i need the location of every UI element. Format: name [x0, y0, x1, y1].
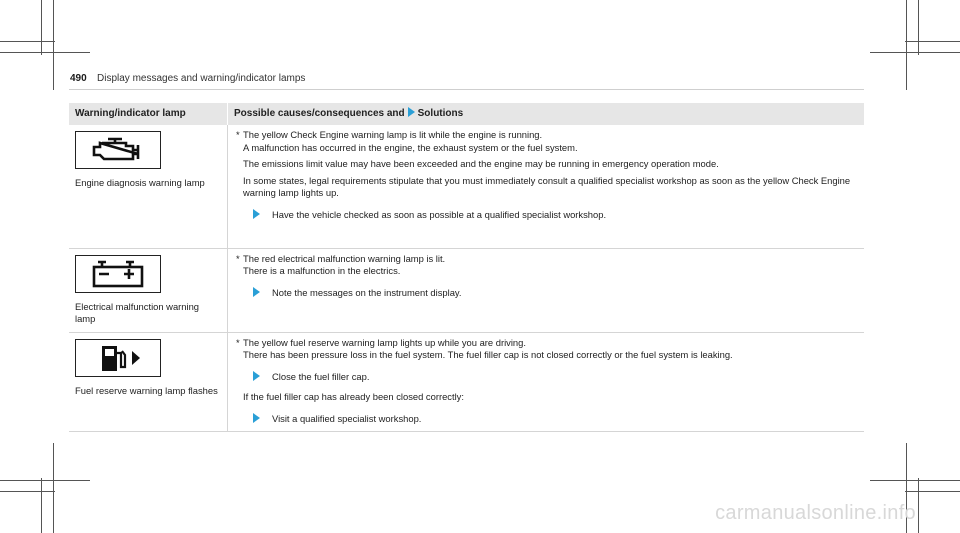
watermark: carmanualsonline.info	[715, 502, 916, 524]
crop-mark	[905, 491, 960, 492]
step-arrow-icon	[253, 371, 260, 381]
causes-cell	[228, 248, 865, 332]
solution-text: Note the messages on the instrument display.	[272, 286, 462, 298]
crop-mark	[0, 52, 90, 53]
running-head: Display messages and warning/indicator lamps	[97, 73, 306, 84]
step-arrow-icon	[253, 413, 260, 423]
cause-line	[236, 253, 858, 266]
cause-paragraph: If the fuel filler cap has already been closed correctly:	[243, 391, 464, 402]
solution-text: Close the fuel filler cap.	[272, 370, 370, 382]
crop-mark	[870, 480, 960, 481]
lamp-name: Fuel reserve warning lamp flashes	[75, 384, 218, 396]
cause-text: The yellow Check Engine warning lamp is lit while the engine is running.	[243, 129, 543, 140]
step-arrow-icon	[253, 209, 260, 219]
lamp-cell	[69, 332, 228, 432]
lamp-cell	[69, 125, 228, 248]
table-row	[69, 332, 864, 432]
asterisk-bullet: *	[236, 336, 240, 348]
cause-line: A malfunction has occurred in the engine, the exhaust system or the fuel system.	[243, 141, 578, 153]
crop-mark	[905, 41, 960, 42]
solution-text: Visit a qualified specialist workshop.	[272, 412, 422, 424]
crop-mark	[41, 478, 42, 533]
crop-mark	[918, 478, 919, 533]
column-header-lamp: Warning/indicator lamp	[69, 103, 228, 125]
table-header-row	[69, 103, 864, 125]
lamp-name: Electrical malfunction warning lamp	[75, 300, 200, 324]
cause-line	[236, 129, 858, 142]
solution-text: Have the vehicle checked as soon as possible at a qualified specialist workshop.	[272, 208, 607, 220]
crop-mark	[0, 41, 55, 42]
crop-mark	[53, 0, 54, 90]
cause-line: There has been pressure loss in the fuel system. The fuel filler cap is not closed correctly or the fuel system is leaking.	[243, 349, 733, 360]
cause-text: The yellow fuel reserve warning lamp lights up while you are driving.	[243, 336, 526, 348]
page-number: 490	[70, 73, 87, 84]
crop-mark	[41, 0, 42, 55]
cause-line	[236, 337, 858, 350]
crop-mark	[0, 491, 55, 492]
cause-text: The red electrical malfunction warning lamp is lit.	[243, 252, 446, 264]
solutions-header-label: Solutions	[417, 108, 464, 120]
fuel-pump-icon	[75, 339, 161, 377]
solution-step	[253, 413, 858, 426]
header-rule	[69, 89, 864, 90]
solution-step	[253, 287, 858, 300]
battery-icon	[75, 255, 161, 293]
cause-paragraph: In some states, legal requirements stipulate that you must immediately consult a qualified specialist workshop as soon as the yellow Check Engine warning lamp lights up.	[243, 174, 851, 198]
warning-lamp-table	[69, 103, 864, 432]
lamp-name: Engine diagnosis warning lamp	[75, 177, 205, 188]
cause-line: There is a malfunction in the electrics.	[243, 265, 401, 276]
crop-mark	[870, 52, 960, 53]
crop-mark	[53, 443, 54, 533]
asterisk-bullet: *	[236, 252, 240, 264]
causes-cell	[228, 332, 865, 432]
crop-mark	[918, 0, 919, 55]
crop-mark	[0, 480, 90, 481]
cause-paragraph: The emissions limit value may have been exceeded and the engine may be running in emergency operation mode.	[243, 158, 719, 169]
crop-mark	[906, 0, 907, 90]
column-header-causes	[228, 103, 865, 125]
table-row	[69, 248, 864, 332]
asterisk-bullet: *	[236, 129, 240, 140]
table-row	[69, 125, 864, 248]
solutions-arrow-icon	[408, 107, 415, 117]
causes-header-label: Possible causes/consequences and	[234, 108, 405, 120]
solution-step	[253, 371, 858, 384]
causes-cell	[228, 125, 865, 248]
engine-diagnosis-icon	[75, 131, 161, 169]
solution-step	[253, 209, 858, 222]
step-arrow-icon	[253, 287, 260, 297]
lamp-cell	[69, 248, 228, 332]
